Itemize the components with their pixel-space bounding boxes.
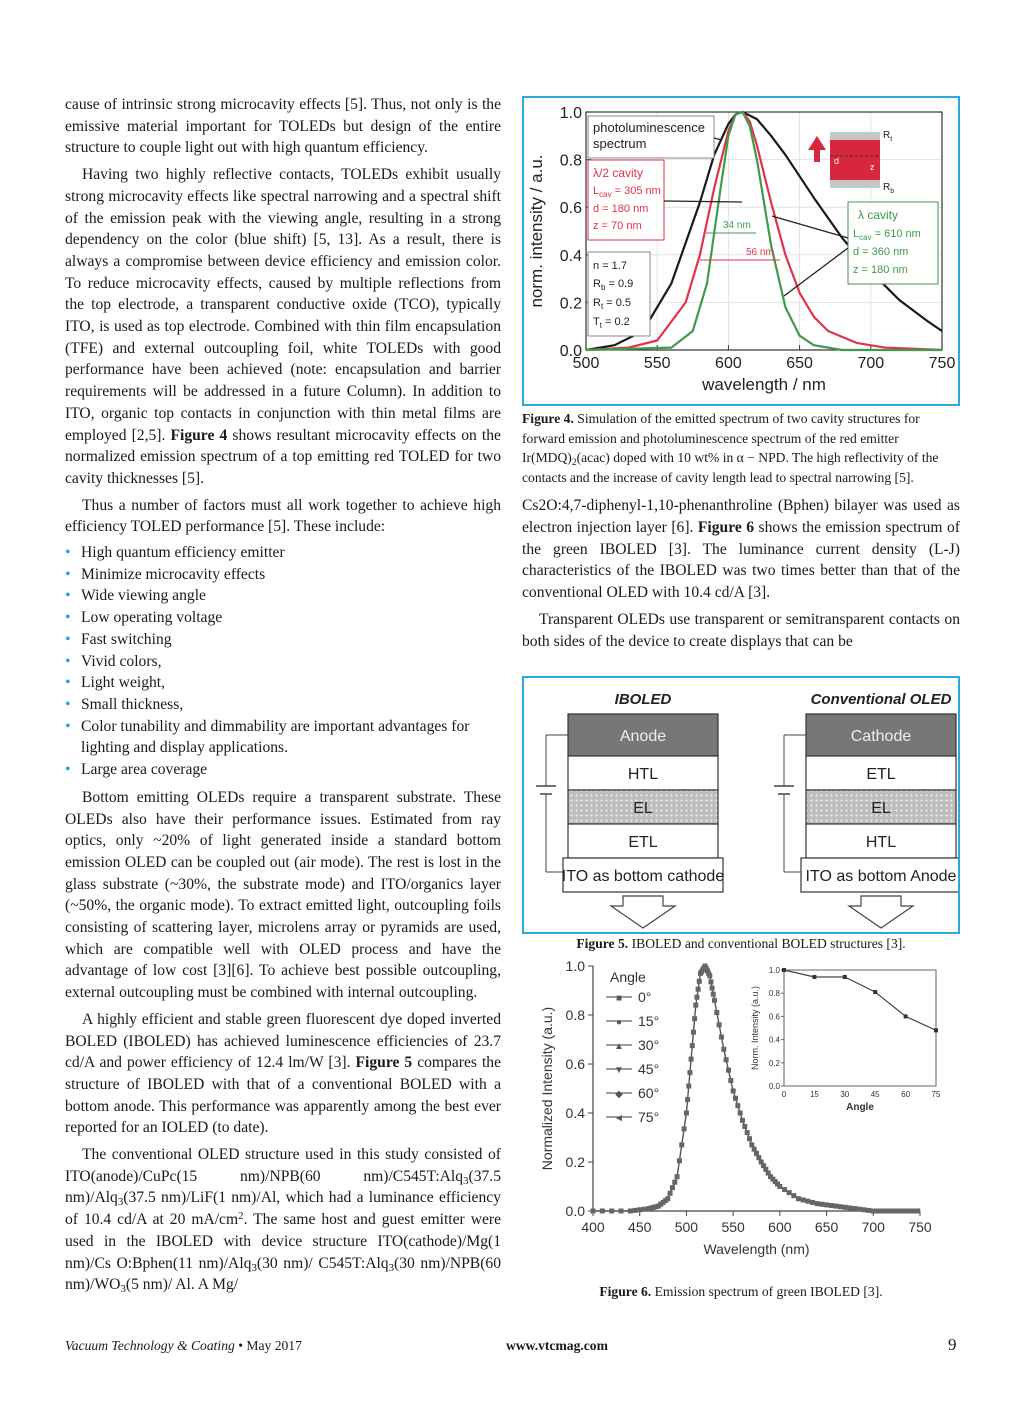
paragraph-text: . The same host and guest emitter were used in the IBOLED with device structure ITO(cathode)/Mg(1 nm)/Cs O:Bphen(11 nm)/Alq — [65, 1211, 502, 1272]
issue-date: May 2017 — [246, 1338, 302, 1353]
data-point — [628, 1208, 633, 1213]
inset-rt-sub: t — [890, 136, 893, 143]
requirements-list — [65, 542, 501, 781]
fig5-diagram — [524, 678, 958, 932]
legend-marker-icon: ■ — [615, 992, 623, 1004]
list-item: • Light weight, — [65, 672, 501, 694]
data-point — [754, 1151, 759, 1156]
inset-x-tick-label: 75 — [931, 1089, 941, 1099]
list-item: • Fast switching — [65, 629, 501, 651]
inset-data-point — [934, 1028, 938, 1032]
caption-label: Figure 6. — [599, 1283, 652, 1299]
data-point — [672, 1180, 677, 1185]
data-point — [829, 1203, 834, 1208]
data-point — [861, 1207, 866, 1212]
data-point — [682, 1126, 687, 1131]
data-point — [697, 979, 702, 984]
data-point — [782, 1187, 787, 1192]
data-point — [670, 1185, 675, 1190]
caption-text: Emission spectrum of green IBOLED [3]. — [654, 1283, 883, 1299]
data-point — [843, 1205, 848, 1210]
full-arrow — [772, 216, 848, 238]
half-d: d = 180 nm — [593, 203, 649, 215]
data-point — [852, 1206, 857, 1211]
top-contact — [830, 132, 880, 140]
legend-marker-icon: ● — [615, 1016, 623, 1028]
data-point — [708, 979, 713, 984]
inset-x-tick-label: 0 — [781, 1089, 787, 1099]
figure-4 — [522, 96, 960, 406]
data-point — [875, 1208, 880, 1213]
param-rt-value: = 0.5 — [603, 297, 632, 309]
data-point — [899, 1208, 904, 1213]
paragraph-text: (37.5 nm)/Alq — [65, 1167, 501, 1207]
data-point — [687, 1070, 692, 1075]
x-tick-label: 700 — [857, 355, 885, 372]
subscript: 3 — [463, 1174, 469, 1187]
data-point — [833, 1203, 838, 1208]
data-point — [721, 1047, 726, 1052]
x-tick-label: 500 — [572, 355, 600, 372]
pl-legend-label: photoluminescence — [593, 120, 706, 135]
param-rb — [593, 278, 633, 292]
legend-label: 60° — [638, 1084, 660, 1101]
y-tick-label: 0.2 — [565, 1153, 585, 1170]
inset-data-point — [782, 968, 786, 972]
inset-y-axis-label: Norm. Intensity (a.u.) — [750, 985, 760, 1070]
data-point — [847, 1205, 852, 1210]
y-tick-label: 1.0 — [559, 105, 582, 122]
inset-x-tick-label: 30 — [840, 1089, 850, 1099]
x-tick-label: 750 — [908, 1218, 932, 1235]
figure-6-caption — [522, 1282, 960, 1302]
data-point — [857, 1207, 862, 1212]
data-point — [756, 1155, 761, 1160]
iboled-title: IBOLED — [614, 691, 672, 709]
data-point — [880, 1208, 885, 1213]
inset-x-tick-label: 15 — [809, 1089, 819, 1099]
figure-5-caption — [522, 934, 960, 954]
data-point — [675, 1174, 680, 1179]
inset-y-tick-label: 0.0 — [768, 1081, 780, 1091]
inset-d: d — [834, 156, 840, 166]
x-tick-label: 650 — [786, 355, 813, 372]
data-point — [745, 1130, 750, 1135]
footer-journal — [65, 1338, 302, 1354]
legend-label: 75° — [638, 1108, 660, 1125]
half-arrow — [664, 201, 742, 202]
y-tick-label: 0.0 — [565, 1202, 585, 1219]
data-point — [679, 1142, 684, 1147]
bottom-contact — [830, 180, 880, 188]
light-out-arrow-icon — [611, 896, 675, 928]
list-item: • High quantum efficiency emitter — [65, 542, 501, 564]
param-tt-symbol: T — [593, 316, 600, 328]
y-axis-label: norm. intensity / a.u. — [527, 154, 546, 308]
data-point — [724, 1057, 729, 1062]
superscript: 2 — [238, 1210, 244, 1223]
x-tick-label: 550 — [643, 355, 671, 372]
paragraph: Thus a number of factors must all work together to achieve high efficiency TOLED performance [5]. These include: — [65, 496, 501, 536]
separator: • — [238, 1338, 243, 1353]
full-d: d = 360 nm — [853, 246, 909, 258]
data-point — [684, 1110, 689, 1115]
data-point — [665, 1196, 670, 1201]
paragraph — [65, 1009, 501, 1139]
layer-label: ETL — [866, 766, 896, 784]
y-tick-label: 0.2 — [559, 295, 582, 313]
data-point — [801, 1197, 806, 1202]
figure-ref: Figure 6 — [697, 519, 755, 537]
paragraph-text: Cs2O:4,7-diphenyl-1,10-phenanthroline (Bphen) bilayer was used as electron injection layer [6]. — [522, 497, 960, 537]
data-point — [711, 992, 716, 997]
y-tick-label: 0.6 — [565, 1055, 585, 1072]
half-z: z = 70 nm — [593, 220, 642, 232]
layer-label: EL — [871, 800, 891, 818]
inset-data-point — [843, 975, 847, 979]
figure-5 — [522, 676, 960, 934]
data-point — [740, 1118, 745, 1123]
inset-rb-sub: b — [890, 188, 895, 195]
list-item: • Vivid colors, — [65, 651, 501, 673]
layer-label: ETL — [628, 834, 658, 852]
data-point — [696, 987, 701, 992]
figure-6 — [522, 958, 960, 1282]
param-rt-sub: t — [600, 302, 604, 311]
data-point — [735, 1103, 740, 1108]
legend-label: 45° — [638, 1060, 660, 1077]
paragraph — [522, 495, 960, 604]
data-point — [731, 1088, 736, 1093]
param-rb-symbol: R — [593, 278, 601, 290]
paragraph-text: (5 nm)/ Al. A Mg/ — [125, 1276, 239, 1294]
paragraph — [65, 164, 501, 490]
inset-x-tick-label: 60 — [901, 1089, 911, 1099]
figure-ref: Figure 5 — [355, 1054, 413, 1072]
y-tick-label: 0.6 — [559, 200, 582, 218]
caption-label: Figure 5. — [576, 936, 629, 952]
inset-y-tick-label: 0.6 — [768, 1012, 780, 1022]
data-point — [791, 1193, 796, 1198]
full-z: z = 180 nm — [853, 264, 908, 276]
data-point — [733, 1096, 738, 1101]
paragraph-text: (37.5 nm)/LiF(1 nm)/Al, which had a luminance efficiency of 10.4 cd/A at 20 mA/cm — [65, 1189, 501, 1229]
inset-y-tick-label: 1.0 — [768, 965, 780, 975]
right-column — [522, 96, 960, 1301]
data-point — [742, 1124, 747, 1129]
figure-ref: Figure 4 — [170, 426, 228, 444]
figure-4-caption — [522, 409, 960, 487]
paragraph-text: A highly efficient and stable green fluorescent dye doped inverted BOLED (IBOLED) has achieved luminescence efficiencies of 23.7 cd/A and power efficiency of 12.4 lm/W [3]. — [65, 1010, 501, 1072]
list-item: • Small thickness, — [65, 694, 501, 716]
data-point — [686, 1083, 691, 1088]
fig6-chart — [522, 958, 960, 1282]
data-point — [824, 1202, 829, 1207]
list-item: • Large area coverage — [65, 759, 501, 781]
inset-rb-symbol: R — [883, 182, 891, 193]
inset-frame — [784, 970, 936, 1086]
data-point — [894, 1208, 899, 1213]
y-tick-label: 0.4 — [565, 1104, 585, 1121]
inset-x-axis-label: Angle — [846, 1101, 874, 1113]
left-column — [65, 94, 501, 1296]
caption-text: Simulation of the emitted spectrum of two cavity structures for forward emission and photoluminescence spectrum of the red emitter Ir(MDQ) — [522, 411, 920, 466]
data-point — [885, 1208, 890, 1213]
data-point — [642, 1207, 647, 1212]
x-tick-label: 600 — [768, 1218, 792, 1235]
full-lcav-value: = 610 nm — [871, 228, 921, 240]
data-point — [805, 1199, 810, 1204]
inset-y-tick-label: 0.2 — [768, 1058, 780, 1068]
x-tick-label: 700 — [861, 1218, 885, 1235]
emission-arrow-icon — [808, 136, 826, 162]
inset-rt — [883, 130, 892, 143]
x-tick-label: 750 — [928, 355, 956, 372]
data-point — [819, 1202, 824, 1207]
data-point — [609, 1208, 614, 1213]
layer-label: ITO as bottom Anode — [805, 868, 957, 886]
legend-marker-icon: ▲ — [614, 1040, 624, 1052]
inset-z: z — [870, 162, 875, 172]
data-point — [690, 1043, 695, 1048]
subscript: 3 — [117, 1196, 124, 1209]
subscript: 3 — [251, 1261, 257, 1274]
full-cavity-label: λ cavity — [858, 208, 899, 222]
param-rb-value: = 0.9 — [605, 278, 634, 290]
layer-label: EL — [633, 800, 653, 818]
paragraph-text: shows the emission spectrum of the green IBOLED [3]. The luminance current density (L-J) characteristics of the IBOLED was two times better than that of the conventional OLED with 10.4 cd/A [3]. — [522, 519, 960, 602]
data-point — [903, 1208, 908, 1213]
caption-text: (acac) doped with 10 wt% in α − NPD. The high reflectivity of the contacts and the increase of cavity length lead to spectral narrowing [5]. — [522, 450, 939, 485]
data-point — [719, 1034, 724, 1039]
inset-rb — [883, 182, 894, 195]
inset-rt-symbol: R — [883, 130, 891, 141]
data-point — [677, 1158, 682, 1163]
data-point — [787, 1190, 792, 1195]
data-point — [637, 1207, 642, 1212]
legend-label: 30° — [638, 1036, 660, 1053]
data-point — [871, 1208, 876, 1213]
caption-label: Figure 4. — [522, 411, 574, 426]
page-number: 9 — [948, 1335, 957, 1354]
data-point — [915, 1208, 920, 1213]
full-lcav-symbol: L — [853, 228, 860, 240]
y-tick-label: 0.8 — [559, 152, 582, 170]
paragraph-text: (30 nm)/ C545T:Alq — [256, 1254, 389, 1272]
data-point — [714, 1010, 719, 1015]
legend-marker-icon: ▼ — [614, 1064, 624, 1076]
data-point — [633, 1208, 638, 1213]
inset-x-tick-label: 45 — [870, 1089, 880, 1099]
data-point — [707, 973, 712, 978]
y-tick-label: 0.8 — [565, 1006, 585, 1023]
inset-data-point — [812, 975, 816, 979]
x-tick-label: 550 — [721, 1218, 745, 1235]
x-tick-label: 400 — [581, 1218, 605, 1235]
x-axis-label: Wavelength (nm) — [703, 1240, 810, 1257]
y-axis-label: Normalized Intensity (a.u.) — [539, 1006, 555, 1171]
conventional-oled-title: Conventional OLED — [810, 691, 952, 709]
width-56-label: 56 nm — [746, 247, 774, 258]
legend-label: 15° — [638, 1012, 660, 1029]
x-tick-label: 650 — [814, 1218, 839, 1235]
paragraph-text: compares the structure of IBOLED with that of a conventional BOLED with a bottom anode. This performance was apparently among the best ever reported for an IOLED (to date). — [65, 1054, 501, 1137]
data-point — [689, 1056, 694, 1061]
data-point — [600, 1208, 605, 1213]
data-point — [619, 1208, 624, 1213]
list-item: • Wide viewing angle — [65, 585, 501, 607]
width-34-label: 34 nm — [723, 220, 751, 231]
data-point — [810, 1200, 815, 1205]
param-rt-symbol: R — [593, 297, 601, 309]
list-item: • Minimize microcavity effects — [65, 564, 501, 586]
list-item: • Low operating voltage — [65, 607, 501, 629]
y-tick-label: 0.0 — [559, 343, 582, 360]
half-lcav-sub: cav — [599, 190, 612, 199]
list-item: • Color tunability and dimmability are important advantages for lighting and display applications. — [65, 716, 501, 759]
x-tick-label: 450 — [628, 1218, 652, 1235]
data-point — [692, 1016, 697, 1021]
paragraph — [65, 1144, 501, 1296]
data-point — [752, 1147, 757, 1152]
paragraph-text: The conventional OLED structure used in this study consisted of ITO(anode)/CuPc(15 nm)/NPB(60 nm)/C545T:Alq — [65, 1146, 501, 1185]
fig4-chart — [524, 98, 958, 404]
subscript: 3 — [388, 1261, 395, 1274]
param-tt-sub: t — [599, 321, 602, 330]
inset-data-point — [904, 1014, 908, 1018]
layer-label: HTL — [627, 766, 659, 784]
x-tick-label: 500 — [674, 1218, 699, 1235]
half-lcav-symbol: L — [593, 185, 600, 197]
layer-label: ITO as bottom cathode — [561, 868, 725, 886]
y-tick-label: 1.0 — [565, 957, 585, 974]
data-point — [710, 985, 715, 990]
legend-marker-icon: ◆ — [615, 1088, 623, 1100]
footer-url[interactable]: www.vtcmag.com — [506, 1338, 608, 1353]
legend-marker-icon: ◄ — [614, 1112, 624, 1124]
paragraph: Transparent OLEDs use transparent or semitransparent contacts on both sides of the device to create displays that can be — [522, 610, 960, 650]
layer-label: Cathode — [850, 728, 912, 746]
legend-title: Angle — [610, 968, 646, 985]
paragraph-text: (30 nm)/NPB(60 nm)/WO — [65, 1254, 501, 1294]
subscript: 3 — [120, 1283, 126, 1296]
data-point — [685, 1097, 690, 1102]
data-point — [726, 1068, 731, 1073]
cavity-inset — [808, 130, 894, 195]
inset-data-point — [873, 990, 877, 994]
param-rb-sub: b — [600, 283, 606, 292]
paragraph-text: Having two highly reflective contacts, TOLEDs exhibit usually strong microcavity effects like spectral narrowing and a spectral shift of the emission peak with the viewing angle, resulting in a strong dependency on the color (blue shift) [5, 13]. As a result, there is always a compromise between device efficiency and emission color. To reduce microcavity effects, caused by multiple reflections from the top electrode, a transparent conductive oxide (TCO), typically ITO, is used as top electrode. Combined with thin film encapsulation (TFE) and external outcoupling foil, white TOLEDs with good performance have been achieved (note: encapsulation and barrier requirements will be addressed in a future Column). In addition to ITO, organic top contacts in conjunction with thin metal films are employed [2,5]. — [65, 166, 501, 444]
paragraph: cause of intrinsic strong microcavity effects [5]. Thus, not only is the emissive material important for TOLEDs but design of the entire structure to couple light out with high quantum efficiency. — [65, 96, 501, 157]
data-point — [889, 1208, 894, 1213]
paragraph-text: shows resultant microcavity effects on the normalized emission spectrum of a top emitting red TOLED for two cavity thicknesses [5]. — [65, 426, 501, 487]
subscript: 2 — [571, 458, 577, 469]
data-point — [728, 1078, 733, 1083]
layer-label: HTL — [865, 834, 897, 852]
x-axis-label: wavelength / nm — [702, 375, 826, 394]
x-tick-label: 600 — [715, 355, 742, 372]
pl-legend-label: spectrum — [593, 136, 647, 151]
layer-label: Anode — [619, 728, 667, 746]
inset-y-tick-label: 0.8 — [768, 989, 780, 999]
data-point — [717, 1022, 722, 1027]
full-lcav-sub: cav — [859, 233, 872, 242]
data-point — [796, 1196, 801, 1201]
y-tick-label: 0.4 — [559, 247, 582, 265]
param-tt-value: = 0.2 — [601, 316, 630, 328]
data-point — [591, 1208, 596, 1213]
param-tt — [593, 316, 630, 330]
param-n: n = 1.7 — [593, 260, 627, 272]
inset-y-tick-label: 0.4 — [768, 1035, 780, 1045]
data-point — [693, 1003, 698, 1008]
data-point — [749, 1142, 754, 1147]
caption-text: IBOLED and conventional BOLED structures [3]. — [631, 936, 906, 952]
legend-label: 0° — [638, 988, 652, 1005]
data-point — [712, 998, 717, 1003]
half-lcav-value: = 305 nm — [611, 185, 661, 197]
data-point — [866, 1208, 871, 1213]
paragraph: Bottom emitting OLEDs require a transparent substrate. These OLEDs also have their performance issues. Estimated from ray optics, only ~20% of light generated inside a standard bottom emission OLED can be coupled out (air mode). The rest is lost in the glass substrate (~30%, the substrate mode) and ITO/organics layer (~50%, the organic mode). To extract emitted light, outcoupling foils consisting of scattering layer, microlens array or pyramids are used, which are compatible well with OLED process and have the advantage of low cost [3][6]. To achieve best possible outcoupling, external outcoupling must be combined with internal outcoupling. — [65, 788, 501, 1002]
param-rt — [593, 297, 631, 311]
data-point — [668, 1191, 673, 1196]
data-point — [815, 1201, 820, 1206]
data-point — [838, 1204, 843, 1209]
data-point — [777, 1184, 782, 1189]
light-out-arrow-icon — [849, 896, 913, 928]
data-point — [738, 1110, 743, 1115]
half-cavity-label: λ/2 cavity — [593, 166, 644, 180]
data-point — [691, 1030, 696, 1035]
data-point — [747, 1136, 752, 1141]
journal-name: Vacuum Technology & Coating — [65, 1338, 235, 1353]
data-point — [694, 995, 699, 1000]
